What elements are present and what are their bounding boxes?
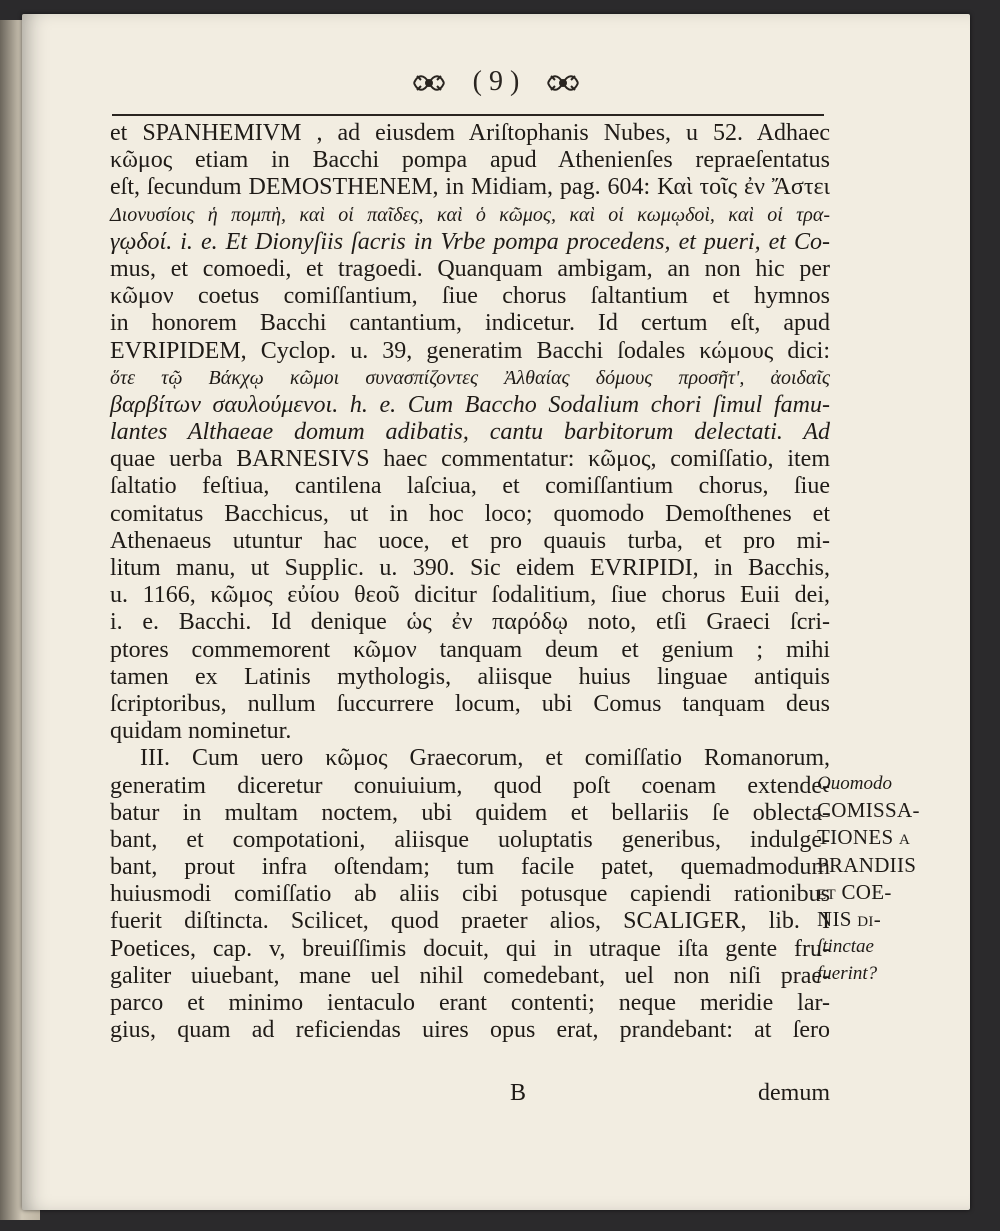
text-line: Poetices, cap. v, breuiſſimis docuit, qui in utraque iſta gente fru-: [110, 935, 830, 962]
book-page: [22, 14, 970, 1210]
text-line: Διονυσίοις ἡ πομπὴ, καὶ οἱ παῖδες, καὶ ὁ κῶμος, καὶ οἱ κωμῳδοὶ, καὶ οἱ τρα-: [110, 203, 830, 226]
text-line: quidam nominetur.: [110, 718, 292, 745]
header-rule: [112, 114, 824, 116]
text-line: lantes Althaeae domum adibatis, cantu barbitorum delectati. Ad: [110, 419, 830, 446]
text-line: tamen ex Latinis mythologis, aliisque huius linguae antiquis: [110, 663, 830, 690]
text-line: batur in multam noctem, ubi quidem et bellariis ſe oblecta-: [110, 799, 830, 826]
text-line: comitatus Bacchicus, ut in hoc loco; quomodo Demoſthenes et: [110, 500, 830, 527]
text-line: βαρβίτων σαυλούμενοι. h. e. Cum Baccho Sodalium chori ſimul famu-: [110, 391, 830, 418]
text-line: bant, et compotationi, aliisque uoluptatis generibus, indulge-: [110, 826, 830, 853]
text-line: in honorem Bacchi cantantium, indicetur. Id certum eſt, apud: [110, 310, 830, 337]
fleuron-ornament-right-icon: [546, 72, 580, 94]
text-line: ptores commemorent κῶμον tanquam deum et genium ; mihi: [110, 636, 830, 663]
text-line: bant, prout infra oſtendam; tum facile patet, quemadmodum: [110, 854, 830, 881]
text-line: γῳδοί. i. e. Et Dionyſiis ſacris in Vrbe pompa procedens, et pueri, et Co-: [110, 228, 830, 255]
page-number: ( 9 ): [472, 66, 520, 97]
text-line: fuerit diſtincta. Scilicet, quod praeter alios, SCALIGER, lib. I: [110, 908, 830, 935]
marginal-note-line: Quomodo: [817, 773, 892, 794]
text-line: et SPANHEMIVM , ad eiusdem Ariſtophanis Nubes, u 52. Adhaec: [110, 120, 830, 146]
text-line: eſt, ſecundum DEMOSTHENEM, in Midiam, pag. 604: Καὶ τοῖς ἐν Ἄστει: [110, 174, 830, 201]
text-line: κῶμος etiam in Bacchi pompa apud Athenienſes repraeſentatus: [110, 147, 830, 174]
text-line: III. Cum uero κῶμος Graecorum, et comiſſatio Romanorum,: [140, 745, 830, 772]
marginal-note-line: COMISSA-: [817, 798, 920, 823]
text-line: i. e. Bacchi. Id denique ὡς ἐν παρόδῳ noto, etſi Graeci ſcri-: [110, 609, 830, 636]
text-line: ὅτε τῷ Βάκχῳ κῶμοι συνασπίζοντες Ἀλθαίας δόμους προσῆτ', ἀοιδαῖς: [110, 366, 830, 389]
text-line: huiusmodi comiſſatio ab aliis cibi potusque capiendi rationibus: [110, 881, 830, 908]
marginal-note-line: ſtinctae: [817, 936, 874, 958]
text-line: ſcriptoribus, nullum ſuccurrere locum, ubi Comus tanquam deus: [110, 690, 830, 717]
catchword: demum: [758, 1080, 830, 1106]
text-line: gius, quam ad reficiendas uires opus erat, prandebant: at ſero: [110, 1017, 830, 1044]
running-header: [22, 64, 970, 98]
text-line: Athenaeus utuntur hac uoce, et pro quauis turba, et pro mi-: [110, 527, 830, 554]
signature-mark: B: [510, 1080, 527, 1106]
text-line: EVRIPIDEM, Cyclop. u. 39, generatim Bacchi ſodales κώμους dici:: [110, 337, 830, 364]
marginal-note-line: et COE-: [817, 879, 892, 904]
marginal-note-line: PRANDIIS: [817, 852, 917, 877]
marginal-note-line: TIONES a: [817, 825, 911, 850]
text-line: parco et minimo ientaculo erant contenti; neque meridie lar-: [110, 990, 830, 1016]
fleuron-ornament-left-icon: [412, 72, 446, 94]
text-line: generatim diceretur conuiuium, quod poſt coenam extende-: [110, 772, 830, 799]
text-line: ſaltatio feſtiua, cantilena laſciua, et comiſſantium chorus, ſiue: [110, 473, 830, 500]
text-line: galiter uiuebant, mane uel nihil comedebant, uel non niſi prae-: [110, 962, 830, 989]
marginal-note: [817, 770, 927, 988]
marginal-note-line: fuerint?: [817, 963, 878, 985]
text-line: quae uerba BARNESIVS haec commentatur: κῶμος, comiſſatio, item: [110, 446, 830, 473]
body-text: [110, 120, 830, 1044]
text-line: κῶμον coetus comiſſantium, ſiue chorus ſaltantium et hymnos: [110, 283, 830, 310]
marginal-note-line: NIS di-: [817, 906, 882, 931]
text-line: mus, et comoedi, et tragoedi. Quanquam ambigam, an non hic per: [110, 255, 830, 282]
text-line: u. 1166, κῶμος εὐίου θεοῦ dicitur ſodalitium, ſiue chorus Euii dei,: [110, 582, 830, 609]
text-line: litum manu, ut Supplic. u. 390. Sic eidem EVRIPIDI, in Bacchis,: [110, 555, 830, 581]
